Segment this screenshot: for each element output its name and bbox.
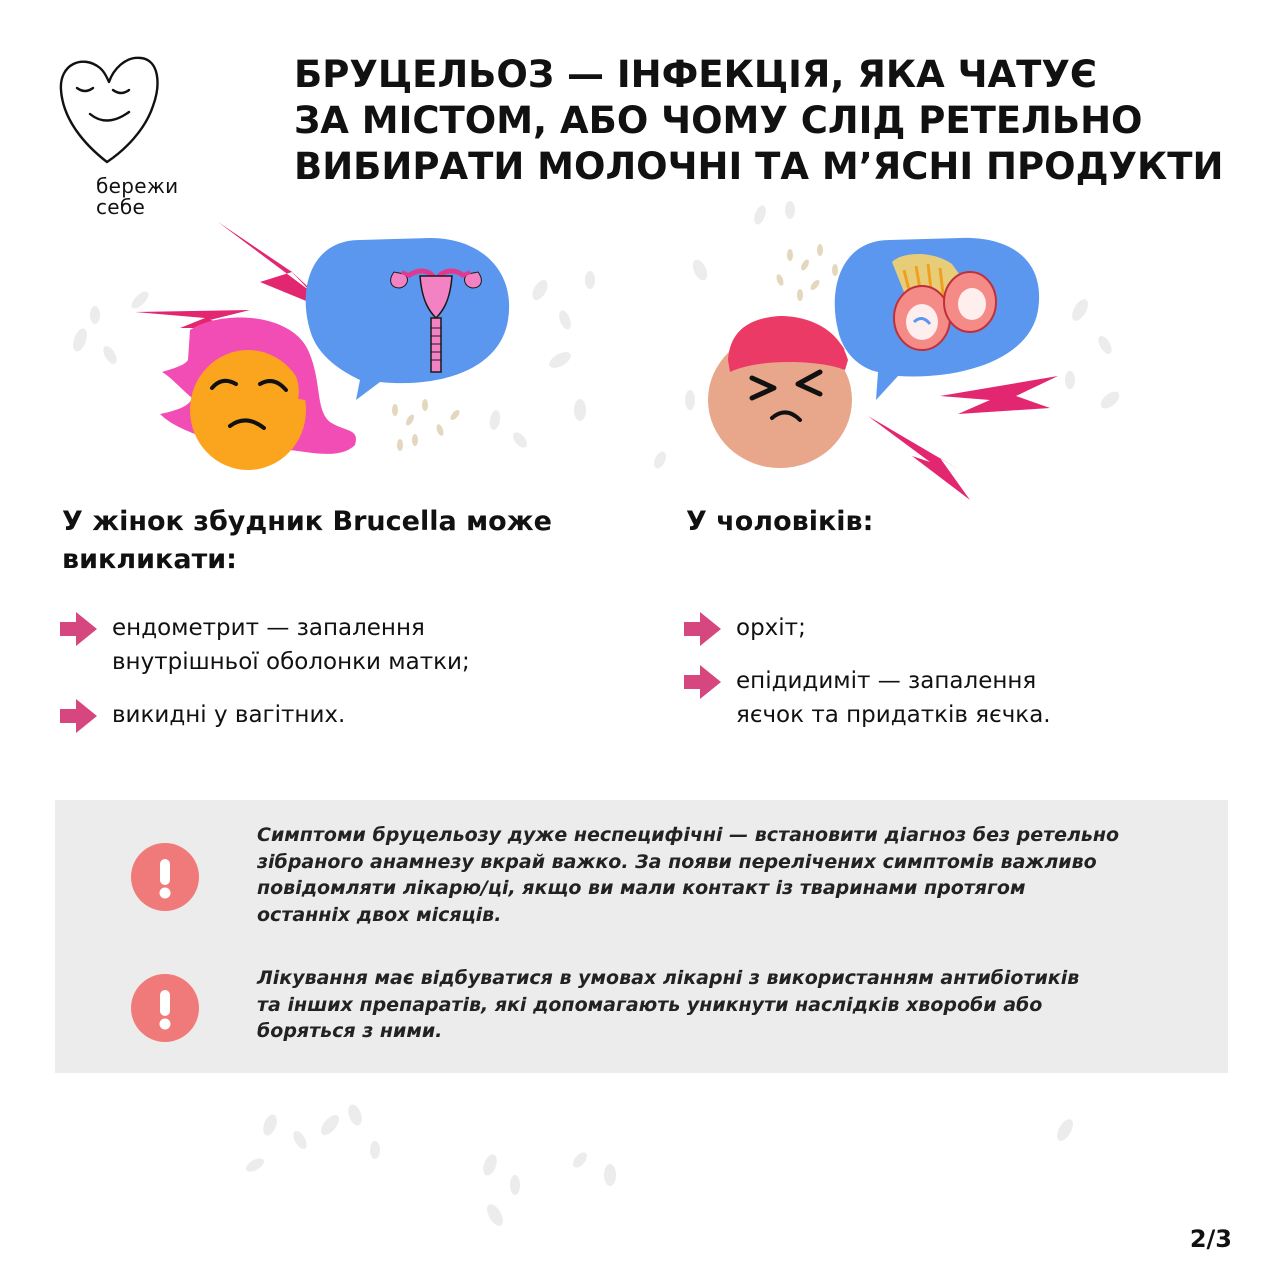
men-item-2-line-2: яєчок та придатків яєчка. (736, 702, 1051, 728)
note-1-line-4: останніх двох місяців. (257, 903, 502, 926)
note-1-line-2: зібраного анамнезу вкрай важко. За появи перелічених симптомів важливо (257, 850, 1097, 873)
note-1-line-1: Симптоми бруцельозу дуже неспецифічні — встановити діагноз без ретельно (257, 824, 1120, 846)
note-symptoms-text (257, 822, 1157, 928)
men-list-item (684, 611, 806, 649)
men-item-text (736, 664, 1051, 732)
brand-line-2: себе (96, 195, 146, 219)
exclamation-icon (131, 843, 199, 911)
exclamation-icon (131, 974, 199, 1042)
men-heading: У чоловіків: (686, 506, 874, 537)
women-heading (62, 503, 622, 579)
note-treatment (131, 967, 1191, 1042)
women-heading-line-1: У жінок збудник Brucella може (62, 506, 552, 537)
note-1-line-3: повідомляти лікарю/ці, якщо ви мали контакт із тваринами протягом (257, 877, 1026, 899)
women-list-item (60, 611, 470, 679)
brand-line-1: бережи (96, 174, 179, 198)
man-pain-testicles-illustration (640, 200, 1140, 510)
note-symptoms (131, 824, 1191, 926)
arrow-right-icon (684, 609, 722, 649)
title-line-3: ВИБИРАТИ МОЛОЧНІ ТА М’ЯСНІ ПРОДУКТИ (294, 145, 1224, 188)
page-number: 2/3 (1189, 1225, 1232, 1253)
notes-panel (55, 800, 1228, 1073)
note-2-line-3: боряться з ними. (257, 1020, 443, 1042)
men-item-text (736, 611, 806, 645)
women-list-item (60, 698, 345, 736)
women-item-text (112, 698, 345, 732)
title-line-1: БРУЦЕЛЬОЗ — ІНФЕКЦІЯ, ЯКА ЧАТУЄ (294, 53, 1098, 96)
women-item-1-line-1: ендометрит — запалення (112, 615, 425, 641)
men-item-2-line-1: епідидиміт — запалення (736, 668, 1037, 694)
women-item-2-line-1: викидні у вагітних. (112, 702, 346, 728)
note-treatment-text (257, 965, 1157, 1045)
note-2-line-1: Лікування має відбуватися в умовах лікарні з використанням антибіотиків (257, 967, 1080, 989)
women-heading-line-2: викликати: (62, 544, 237, 575)
heart-face-icon (55, 50, 165, 175)
arrow-right-icon (684, 662, 722, 702)
men-list-item (684, 664, 1051, 732)
women-item-text (112, 611, 470, 679)
women-item-1-line-2: внутрішньої оболонки матки; (112, 649, 470, 675)
men-item-1-line-1: орхіт; (736, 615, 806, 641)
arrow-right-icon (60, 696, 98, 736)
title-line-2: ЗА МІСТОМ, АБО ЧОМУ СЛІД РЕТЕЛЬНО (294, 99, 1143, 142)
page-title (294, 52, 1254, 190)
note-2-line-2: та інших препаратів, які допомагають уникнути наслідків хвороби або (257, 993, 1043, 1016)
arrow-right-icon (60, 609, 98, 649)
woman-pain-uterus-illustration (60, 200, 580, 490)
